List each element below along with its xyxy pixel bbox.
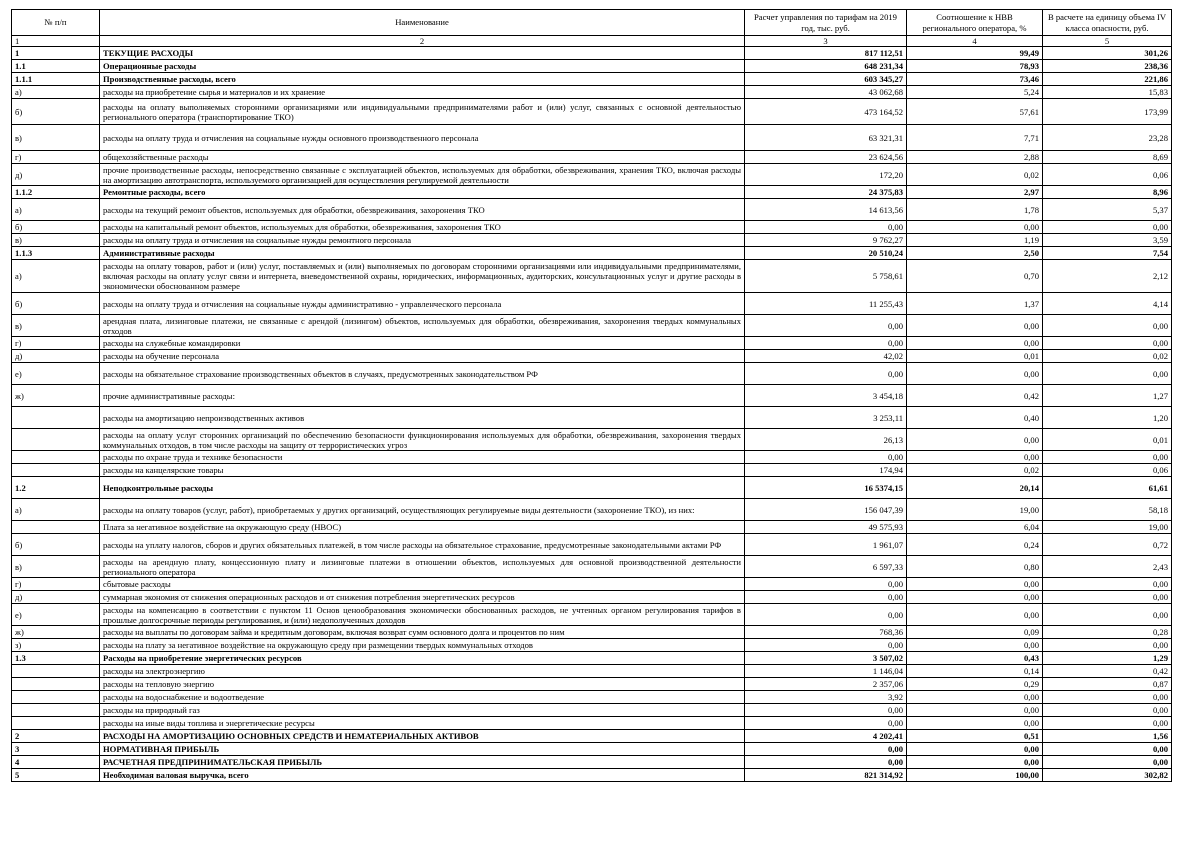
table-row bbox=[12, 477, 1172, 499]
row-calc-value: 5 758,61 bbox=[745, 260, 907, 293]
row-name: расходы на текущий ремонт объектов, используемых для обработки, обезвреживания, захоронения ТКО bbox=[100, 199, 745, 221]
table-row bbox=[12, 60, 1172, 73]
row-ratio-value: 0,00 bbox=[907, 591, 1043, 604]
row-ratio-value: 0,02 bbox=[907, 464, 1043, 477]
row-per-unit-value: 0,01 bbox=[1043, 429, 1172, 451]
row-number bbox=[12, 717, 100, 730]
table-row bbox=[12, 234, 1172, 247]
row-name: расходы на тепловую энергию bbox=[100, 678, 745, 691]
row-name: расходы на иные виды топлива и энергетические ресурсы bbox=[100, 717, 745, 730]
col-header-per-unit: В расчете на единицу объема IV класса опасности, руб. bbox=[1043, 10, 1172, 36]
row-calc-value: 16 5374,15 bbox=[745, 477, 907, 499]
row-ratio-value: 7,71 bbox=[907, 125, 1043, 151]
row-ratio-value: 0,00 bbox=[907, 717, 1043, 730]
row-number: ж) bbox=[12, 385, 100, 407]
row-per-unit-value: 0,00 bbox=[1043, 578, 1172, 591]
row-calc-value: 0,00 bbox=[745, 743, 907, 756]
row-number: е) bbox=[12, 604, 100, 626]
table-row bbox=[12, 730, 1172, 743]
row-ratio-value: 0,00 bbox=[907, 743, 1043, 756]
table-row bbox=[12, 86, 1172, 99]
table-row bbox=[12, 534, 1172, 556]
row-number: 5 bbox=[12, 769, 100, 782]
row-name: суммарная экономия от снижения операционных расходов и от снижения потребления энергетических ресурсов bbox=[100, 591, 745, 604]
row-ratio-value: 5,24 bbox=[907, 86, 1043, 99]
row-name: расходы на амортизацию непроизводственных активов bbox=[100, 407, 745, 429]
row-calc-value: 1 146,04 bbox=[745, 665, 907, 678]
row-per-unit-value: 15,83 bbox=[1043, 86, 1172, 99]
table-row bbox=[12, 626, 1172, 639]
row-calc-value: 49 575,93 bbox=[745, 521, 907, 534]
column-number-cell: 2 bbox=[100, 36, 745, 47]
table-row bbox=[12, 556, 1172, 578]
row-ratio-value: 78,93 bbox=[907, 60, 1043, 73]
row-number: б) bbox=[12, 534, 100, 556]
row-calc-value: 768,36 bbox=[745, 626, 907, 639]
row-calc-value: 0,00 bbox=[745, 756, 907, 769]
row-calc-value: 4 202,41 bbox=[745, 730, 907, 743]
row-ratio-value: 0,02 bbox=[907, 164, 1043, 186]
row-ratio-value: 0,00 bbox=[907, 337, 1043, 350]
row-per-unit-value: 4,14 bbox=[1043, 293, 1172, 315]
row-ratio-value: 0,70 bbox=[907, 260, 1043, 293]
row-calc-value: 24 375,83 bbox=[745, 186, 907, 199]
row-per-unit-value: 0,00 bbox=[1043, 604, 1172, 626]
table-row bbox=[12, 164, 1172, 186]
table-row bbox=[12, 385, 1172, 407]
row-ratio-value: 100,00 bbox=[907, 769, 1043, 782]
row-calc-value: 1 961,07 bbox=[745, 534, 907, 556]
row-calc-value: 20 510,24 bbox=[745, 247, 907, 260]
row-per-unit-value: 1,56 bbox=[1043, 730, 1172, 743]
row-calc-value: 11 255,43 bbox=[745, 293, 907, 315]
table-header-row bbox=[12, 10, 1172, 36]
row-calc-value: 23 624,56 bbox=[745, 151, 907, 164]
table-row bbox=[12, 691, 1172, 704]
row-per-unit-value: 23,28 bbox=[1043, 125, 1172, 151]
row-ratio-value: 0,00 bbox=[907, 639, 1043, 652]
row-number: 1.1 bbox=[12, 60, 100, 73]
row-per-unit-value: 19,00 bbox=[1043, 521, 1172, 534]
row-number: г) bbox=[12, 578, 100, 591]
row-number: д) bbox=[12, 591, 100, 604]
table-row bbox=[12, 521, 1172, 534]
row-per-unit-value: 0,00 bbox=[1043, 639, 1172, 652]
row-name: Расходы на приобретение энергетических ресурсов bbox=[100, 652, 745, 665]
row-name: расходы на водоснабжение и водоотведение bbox=[100, 691, 745, 704]
table-row bbox=[12, 604, 1172, 626]
row-number: б) bbox=[12, 99, 100, 125]
row-per-unit-value: 8,96 bbox=[1043, 186, 1172, 199]
row-number: в) bbox=[12, 234, 100, 247]
row-per-unit-value: 0,00 bbox=[1043, 704, 1172, 717]
row-number: а) bbox=[12, 199, 100, 221]
table-row bbox=[12, 315, 1172, 337]
row-name: расходы на плату за негативное воздействие на окружающую среду при размещении твердых коммунальных отходов bbox=[100, 639, 745, 652]
row-number: а) bbox=[12, 260, 100, 293]
table-row bbox=[12, 99, 1172, 125]
row-ratio-value: 2,97 bbox=[907, 186, 1043, 199]
row-calc-value: 0,00 bbox=[745, 451, 907, 464]
row-name: Ремонтные расходы, всего bbox=[100, 186, 745, 199]
table-row bbox=[12, 464, 1172, 477]
table-row bbox=[12, 221, 1172, 234]
row-name: Административные расходы bbox=[100, 247, 745, 260]
column-number-cell: 5 bbox=[1043, 36, 1172, 47]
row-ratio-value: 0,00 bbox=[907, 604, 1043, 626]
row-number: в) bbox=[12, 125, 100, 151]
row-per-unit-value: 0,28 bbox=[1043, 626, 1172, 639]
row-per-unit-value: 0,00 bbox=[1043, 221, 1172, 234]
row-name: ТЕКУЩИЕ РАСХОДЫ bbox=[100, 47, 745, 60]
row-per-unit-value: 0,87 bbox=[1043, 678, 1172, 691]
row-per-unit-value: 58,18 bbox=[1043, 499, 1172, 521]
row-calc-value: 473 164,52 bbox=[745, 99, 907, 125]
row-name: Необходимая валовая выручка, всего bbox=[100, 769, 745, 782]
row-ratio-value: 73,46 bbox=[907, 73, 1043, 86]
row-ratio-value: 0,29 bbox=[907, 678, 1043, 691]
table-row bbox=[12, 756, 1172, 769]
table-row bbox=[12, 186, 1172, 199]
row-ratio-value: 0,14 bbox=[907, 665, 1043, 678]
row-per-unit-value: 302,82 bbox=[1043, 769, 1172, 782]
table-row bbox=[12, 451, 1172, 464]
row-number: 1.1.1 bbox=[12, 73, 100, 86]
row-ratio-value: 0,00 bbox=[907, 363, 1043, 385]
row-number: з) bbox=[12, 639, 100, 652]
table-row bbox=[12, 499, 1172, 521]
row-calc-value: 0,00 bbox=[745, 578, 907, 591]
table-row bbox=[12, 578, 1172, 591]
row-per-unit-value: 0,06 bbox=[1043, 464, 1172, 477]
row-name: НОРМАТИВНАЯ ПРИБЫЛЬ bbox=[100, 743, 745, 756]
row-per-unit-value: 0,00 bbox=[1043, 756, 1172, 769]
row-ratio-value: 0,00 bbox=[907, 704, 1043, 717]
row-per-unit-value: 5,37 bbox=[1043, 199, 1172, 221]
row-per-unit-value: 0,00 bbox=[1043, 717, 1172, 730]
row-number: 1.1.2 bbox=[12, 186, 100, 199]
row-number bbox=[12, 691, 100, 704]
row-name: Производственные расходы, всего bbox=[100, 73, 745, 86]
row-ratio-value: 0,00 bbox=[907, 221, 1043, 234]
row-number: 2 bbox=[12, 730, 100, 743]
row-number bbox=[12, 429, 100, 451]
row-ratio-value: 57,61 bbox=[907, 99, 1043, 125]
row-number bbox=[12, 451, 100, 464]
table-row bbox=[12, 678, 1172, 691]
row-per-unit-value: 8,69 bbox=[1043, 151, 1172, 164]
row-number bbox=[12, 678, 100, 691]
row-calc-value: 63 321,31 bbox=[745, 125, 907, 151]
row-per-unit-value: 301,26 bbox=[1043, 47, 1172, 60]
row-number: 1 bbox=[12, 47, 100, 60]
row-calc-value: 603 345,27 bbox=[745, 73, 907, 86]
row-per-unit-value: 238,36 bbox=[1043, 60, 1172, 73]
row-calc-value: 0,00 bbox=[745, 221, 907, 234]
row-per-unit-value: 0,00 bbox=[1043, 363, 1172, 385]
row-ratio-value: 0,09 bbox=[907, 626, 1043, 639]
row-calc-value: 172,20 bbox=[745, 164, 907, 186]
row-ratio-value: 0,00 bbox=[907, 451, 1043, 464]
row-ratio-value: 0,24 bbox=[907, 534, 1043, 556]
row-number bbox=[12, 407, 100, 429]
row-per-unit-value: 1,27 bbox=[1043, 385, 1172, 407]
row-calc-value: 2 357,06 bbox=[745, 678, 907, 691]
table-row bbox=[12, 247, 1172, 260]
row-calc-value: 43 062,68 bbox=[745, 86, 907, 99]
column-number-row bbox=[12, 36, 1172, 47]
row-calc-value: 42,02 bbox=[745, 350, 907, 363]
row-number: е) bbox=[12, 363, 100, 385]
row-ratio-value: 0,42 bbox=[907, 385, 1043, 407]
row-per-unit-value: 0,02 bbox=[1043, 350, 1172, 363]
row-calc-value: 0,00 bbox=[745, 639, 907, 652]
col-header-number: № п/п bbox=[12, 10, 100, 36]
row-per-unit-value: 0,00 bbox=[1043, 451, 1172, 464]
table-row bbox=[12, 639, 1172, 652]
row-ratio-value: 0,01 bbox=[907, 350, 1043, 363]
row-name: расходы на оплату товаров (услуг, работ), приобретаемых у других организаций, осуществляющих регулируемые виды деятельности (захоронение ТКО), из них: bbox=[100, 499, 745, 521]
row-name: расходы на канцелярские товары bbox=[100, 464, 745, 477]
row-per-unit-value: 0,00 bbox=[1043, 691, 1172, 704]
row-name: расходы на оплату труда и отчисления на социальные нужды административно - управленческого персонала bbox=[100, 293, 745, 315]
row-name: расходы на обязательное страхование производственных объектов в случаях, предусмотренных законодательством РФ bbox=[100, 363, 745, 385]
row-name: расходы на капитальный ремонт объектов, используемых для обработки, обезвреживания, захоронения ТКО bbox=[100, 221, 745, 234]
row-name: расходы на природный газ bbox=[100, 704, 745, 717]
row-calc-value: 3 454,18 bbox=[745, 385, 907, 407]
row-calc-value: 0,00 bbox=[745, 717, 907, 730]
row-per-unit-value: 7,54 bbox=[1043, 247, 1172, 260]
row-name: прочие производственные расходы, непосредственно связанные с эксплуатацией объектов, используемых для обработки, обезвреживания, хранения ТКО, включая расходы на амортизацию автотранспорта, используемого организацией для осуществления регулируемой деятельности bbox=[100, 164, 745, 186]
row-per-unit-value: 221,86 bbox=[1043, 73, 1172, 86]
table-row bbox=[12, 125, 1172, 151]
row-number: 1.2 bbox=[12, 477, 100, 499]
table-row bbox=[12, 407, 1172, 429]
table-row bbox=[12, 199, 1172, 221]
table-row bbox=[12, 350, 1172, 363]
row-ratio-value: 0,80 bbox=[907, 556, 1043, 578]
row-calc-value: 0,00 bbox=[745, 704, 907, 717]
row-ratio-value: 99,49 bbox=[907, 47, 1043, 60]
row-ratio-value: 1,37 bbox=[907, 293, 1043, 315]
row-name: расходы на оплату труда и отчисления на социальные нужды основного производственного персонала bbox=[100, 125, 745, 151]
row-name: общехозяйственные расходы bbox=[100, 151, 745, 164]
row-calc-value: 3 507,02 bbox=[745, 652, 907, 665]
row-number bbox=[12, 704, 100, 717]
row-number: г) bbox=[12, 337, 100, 350]
row-calc-value: 0,00 bbox=[745, 315, 907, 337]
table-row bbox=[12, 717, 1172, 730]
row-calc-value: 156 047,39 bbox=[745, 499, 907, 521]
row-name: расходы на выплаты по договорам займа и кредитным договорам, включая возврат сумм основного долга и процентов по ним bbox=[100, 626, 745, 639]
row-ratio-value: 1,19 bbox=[907, 234, 1043, 247]
row-per-unit-value: 173,99 bbox=[1043, 99, 1172, 125]
col-header-calc: Расчет управления по тарифам на 2019 год, тыс. руб. bbox=[745, 10, 907, 36]
row-number bbox=[12, 665, 100, 678]
row-ratio-value: 0,00 bbox=[907, 429, 1043, 451]
table-row bbox=[12, 704, 1172, 717]
row-ratio-value: 0,00 bbox=[907, 756, 1043, 769]
row-ratio-value: 0,51 bbox=[907, 730, 1043, 743]
row-name: расходы на электроэнергию bbox=[100, 665, 745, 678]
row-name: РАСХОДЫ НА АМОРТИЗАЦИЮ ОСНОВНЫХ СРЕДСТВ И НЕМАТЕРИАЛЬНЫХ АКТИВОВ bbox=[100, 730, 745, 743]
row-calc-value: 174,94 bbox=[745, 464, 907, 477]
row-name: расходы на уплату налогов, сборов и других обязательных платежей, в том числе расходы на обязательное страхование, предусмотренные законодательными актами РФ bbox=[100, 534, 745, 556]
row-name: расходы на оплату выполняемых сторонними организациями или индивидуальными предпринимателями работ и (или) услуг, связанных с основной деятельностью регионального оператора (транспортирование ТКО) bbox=[100, 99, 745, 125]
row-ratio-value: 2,50 bbox=[907, 247, 1043, 260]
row-per-unit-value: 2,12 bbox=[1043, 260, 1172, 293]
table-row bbox=[12, 73, 1172, 86]
table-row bbox=[12, 591, 1172, 604]
row-number: д) bbox=[12, 164, 100, 186]
row-per-unit-value: 61,61 bbox=[1043, 477, 1172, 499]
row-number: 1.3 bbox=[12, 652, 100, 665]
row-calc-value: 648 231,34 bbox=[745, 60, 907, 73]
row-per-unit-value: 1,29 bbox=[1043, 652, 1172, 665]
row-number: ж) bbox=[12, 626, 100, 639]
row-name: расходы на обучение персонала bbox=[100, 350, 745, 363]
row-per-unit-value: 0,00 bbox=[1043, 337, 1172, 350]
column-number-cell: 3 bbox=[745, 36, 907, 47]
row-calc-value: 0,00 bbox=[745, 363, 907, 385]
row-calc-value: 26,13 bbox=[745, 429, 907, 451]
table-row bbox=[12, 769, 1172, 782]
row-calc-value: 0,00 bbox=[745, 591, 907, 604]
row-name: расходы на арендную плату, концессионную плату и лизинговые платежи в отношении объектов, используемых для основной производственной деятельности регионального оператора bbox=[100, 556, 745, 578]
row-ratio-value: 0,00 bbox=[907, 578, 1043, 591]
row-calc-value: 9 762,27 bbox=[745, 234, 907, 247]
table-row bbox=[12, 47, 1172, 60]
row-name: расходы по охране труда и технике безопасности bbox=[100, 451, 745, 464]
tariff-table bbox=[11, 9, 1172, 782]
row-per-unit-value: 0,72 bbox=[1043, 534, 1172, 556]
row-calc-value: 0,00 bbox=[745, 337, 907, 350]
row-name: прочие административные расходы: bbox=[100, 385, 745, 407]
row-per-unit-value: 0,00 bbox=[1043, 743, 1172, 756]
table-row bbox=[12, 665, 1172, 678]
row-per-unit-value: 1,20 bbox=[1043, 407, 1172, 429]
row-name: Неподконтрольные расходы bbox=[100, 477, 745, 499]
row-number: б) bbox=[12, 293, 100, 315]
row-number: в) bbox=[12, 556, 100, 578]
row-number: а) bbox=[12, 499, 100, 521]
row-number: в) bbox=[12, 315, 100, 337]
row-name: расходы на оплату труда и отчисления на социальные нужды ремонтного персонала bbox=[100, 234, 745, 247]
column-number-cell: 1 bbox=[12, 36, 100, 47]
row-name: расходы на оплату товаров, работ и (или) услуг, поставляемых и (или) выполняемых по договорам сторонними организациями или индивидуальными предпринимателями, включая расходы на оплату услуг связи и интернета, вневедомственной охраны, юридических, информационных, аудиторских, консультационных услуг и другие расходы в экономически обоснованном размере bbox=[100, 260, 745, 293]
row-name: арендная плата, лизинговые платежи, не связанные с арендой (лизингом) объектов, используемых для обработки, обезвреживания, захоронения твердых коммунальных отходов bbox=[100, 315, 745, 337]
row-calc-value: 3 253,11 bbox=[745, 407, 907, 429]
table-row bbox=[12, 652, 1172, 665]
row-ratio-value: 19,00 bbox=[907, 499, 1043, 521]
row-number: 3 bbox=[12, 743, 100, 756]
row-calc-value: 3,92 bbox=[745, 691, 907, 704]
row-name: РАСЧЕТНАЯ ПРЕДПРИНИМАТЕЛЬСКАЯ ПРИБЫЛЬ bbox=[100, 756, 745, 769]
col-header-name: Наименование bbox=[100, 10, 745, 36]
col-header-ratio: Соотношение к НВВ регионального оператора, % bbox=[907, 10, 1043, 36]
table-row bbox=[12, 743, 1172, 756]
row-ratio-value: 0,00 bbox=[907, 691, 1043, 704]
row-ratio-value: 0,43 bbox=[907, 652, 1043, 665]
row-calc-value: 0,00 bbox=[745, 604, 907, 626]
row-calc-value: 821 314,92 bbox=[745, 769, 907, 782]
row-name: расходы на компенсацию в соответствии с пунктом 11 Основ ценообразования экономически обоснованных расходов, не учтенных органом регулирования тарифов в прошлые долгосрочные периоды регулирования, и (или) недополученных доходов bbox=[100, 604, 745, 626]
row-number: б) bbox=[12, 221, 100, 234]
row-ratio-value: 0,00 bbox=[907, 315, 1043, 337]
row-name: расходы на приобретение сырья и материалов и их хранение bbox=[100, 86, 745, 99]
row-calc-value: 817 112,51 bbox=[745, 47, 907, 60]
row-name: Операционные расходы bbox=[100, 60, 745, 73]
row-ratio-value: 2,88 bbox=[907, 151, 1043, 164]
row-name: сбытовые расходы bbox=[100, 578, 745, 591]
row-number: 4 bbox=[12, 756, 100, 769]
row-name: Плата за негативное воздействие на окружающую среду (НВОС) bbox=[100, 521, 745, 534]
row-number: г) bbox=[12, 151, 100, 164]
row-calc-value: 14 613,56 bbox=[745, 199, 907, 221]
row-number: а) bbox=[12, 86, 100, 99]
row-per-unit-value: 0,06 bbox=[1043, 164, 1172, 186]
row-per-unit-value: 0,42 bbox=[1043, 665, 1172, 678]
column-number-cell: 4 bbox=[907, 36, 1043, 47]
table-row bbox=[12, 337, 1172, 350]
table-row bbox=[12, 151, 1172, 164]
table-row bbox=[12, 260, 1172, 293]
table-row bbox=[12, 293, 1172, 315]
table-row bbox=[12, 429, 1172, 451]
row-number bbox=[12, 521, 100, 534]
row-per-unit-value: 0,00 bbox=[1043, 591, 1172, 604]
row-ratio-value: 1,78 bbox=[907, 199, 1043, 221]
row-per-unit-value: 0,00 bbox=[1043, 315, 1172, 337]
row-ratio-value: 20,14 bbox=[907, 477, 1043, 499]
row-number bbox=[12, 464, 100, 477]
row-per-unit-value: 3,59 bbox=[1043, 234, 1172, 247]
row-per-unit-value: 2,43 bbox=[1043, 556, 1172, 578]
row-name: расходы на оплату услуг сторонних организаций по обеспечению безопасности функционирования используемых для обработки, обезвреживания, захоронения твердых коммунальных отходов, в том числе расходы на защиту от террористических угроз bbox=[100, 429, 745, 451]
row-calc-value: 6 597,33 bbox=[745, 556, 907, 578]
row-ratio-value: 6,04 bbox=[907, 521, 1043, 534]
row-number: 1.1.3 bbox=[12, 247, 100, 260]
row-name: расходы на служебные командировки bbox=[100, 337, 745, 350]
row-ratio-value: 0,40 bbox=[907, 407, 1043, 429]
row-number: д) bbox=[12, 350, 100, 363]
table-row bbox=[12, 363, 1172, 385]
